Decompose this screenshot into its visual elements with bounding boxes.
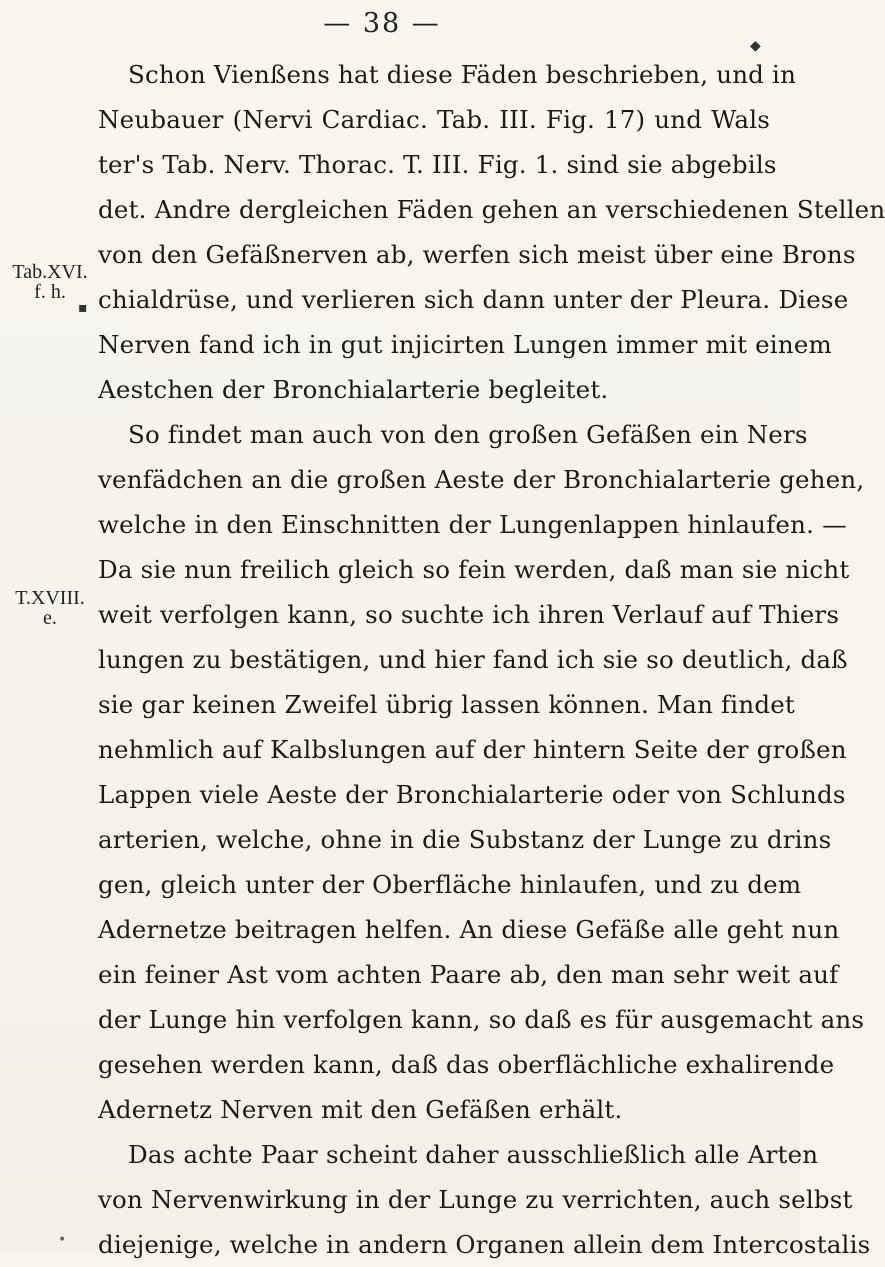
text-line: Aestchen der Bronchialarterie begleitet. <box>98 375 609 404</box>
margin-note-line: f. h. <box>34 281 66 303</box>
text-line: gen, gleich unter der Oberfläche hinlaufen, und zu dem <box>98 870 802 899</box>
text-line: det. Andre dergleichen Fäden gehen an verschiedenen Stellen <box>98 195 885 224</box>
text-line: Da sie nun freilich gleich so fein werden, daß man sie nicht <box>98 555 850 584</box>
text-line: venfädchen an die großen Aeste der Bronchialarterie gehen, <box>98 465 865 494</box>
text-line: Das achte Paar scheint daher ausschließlich alle Arten <box>128 1140 819 1169</box>
text-line: Lappen viele Aeste der Bronchialarterie oder von Schlunds <box>98 780 846 809</box>
text-line: ter's Tab. Nerv. Thorac. T. III. Fig. 1. sind sie abgebils <box>98 150 777 179</box>
margin-note-line: e. <box>43 607 57 629</box>
text-line: nehmlich auf Kalbslungen auf der hintern Seite der großen <box>98 735 847 764</box>
text-line: der Lunge hin verfolgen kann, so daß es für ausgemacht ans <box>98 1005 865 1034</box>
text-line: Adernetze beitragen helfen. An diese Gefäße alle geht nun <box>98 915 840 944</box>
printer-mark: • <box>58 1232 67 1248</box>
text-line: Schon Vienßens hat diese Fäden beschrieben, und in <box>128 60 797 89</box>
text-line: von Nervenwirkung in der Lunge zu verrichten, auch selbst <box>98 1185 853 1214</box>
text-line: lungen zu bestätigen, und hier fand ich sie so deutlich, daß <box>98 645 848 674</box>
margin-note-plate-reference <box>2 262 98 302</box>
text-line: sie gar keinen Zweifel übrig lassen können. Man findet <box>98 690 795 719</box>
text-line: Nerven fand ich in gut injicirten Lungen immer mit einem <box>98 330 832 359</box>
text-line: diejenige, welche in andern Organen allein dem Intercostalis <box>98 1230 871 1259</box>
text-line: Neubauer (Nervi Cardiac. Tab. III. Fig. 17) und Wals <box>98 105 770 134</box>
text-line: ein feiner Ast vom achten Paare ab, den man sehr weit auf <box>98 960 839 989</box>
body-text <box>98 52 885 1267</box>
text-line: weit verfolgen kann, so suchte ich ihren Verlauf auf Thiers <box>98 600 840 629</box>
text-line: gesehen werden kann, daß das oberflächliche exhalirende <box>98 1050 835 1079</box>
page-number: — 38 — <box>323 8 441 39</box>
printer-mark: ◆ <box>750 38 761 54</box>
text-line: arterien, welche, ohne in die Substanz der Lunge zu drins <box>98 825 832 854</box>
margin-note-plate-reference <box>2 588 98 628</box>
text-line: So findet man auch von den großen Gefäßen ein Ners <box>128 420 808 449</box>
text-line: von den Gefäßnerven ab, werfen sich meist über eine Brons <box>98 240 856 269</box>
text-line: welche in den Einschnitten der Lungenlappen hinlaufen. — <box>98 510 847 539</box>
margin-note-line: T.XVIII. <box>15 587 85 609</box>
text-line: chialdrüse, und verlieren sich dann unter der Pleura. Diese <box>98 285 849 314</box>
margin-mark: ▪ <box>78 300 88 316</box>
text-line: Adernetz Nerven mit den Gefäßen erhält. <box>98 1095 623 1124</box>
margin-note-line: Tab.XVI. <box>12 261 88 283</box>
